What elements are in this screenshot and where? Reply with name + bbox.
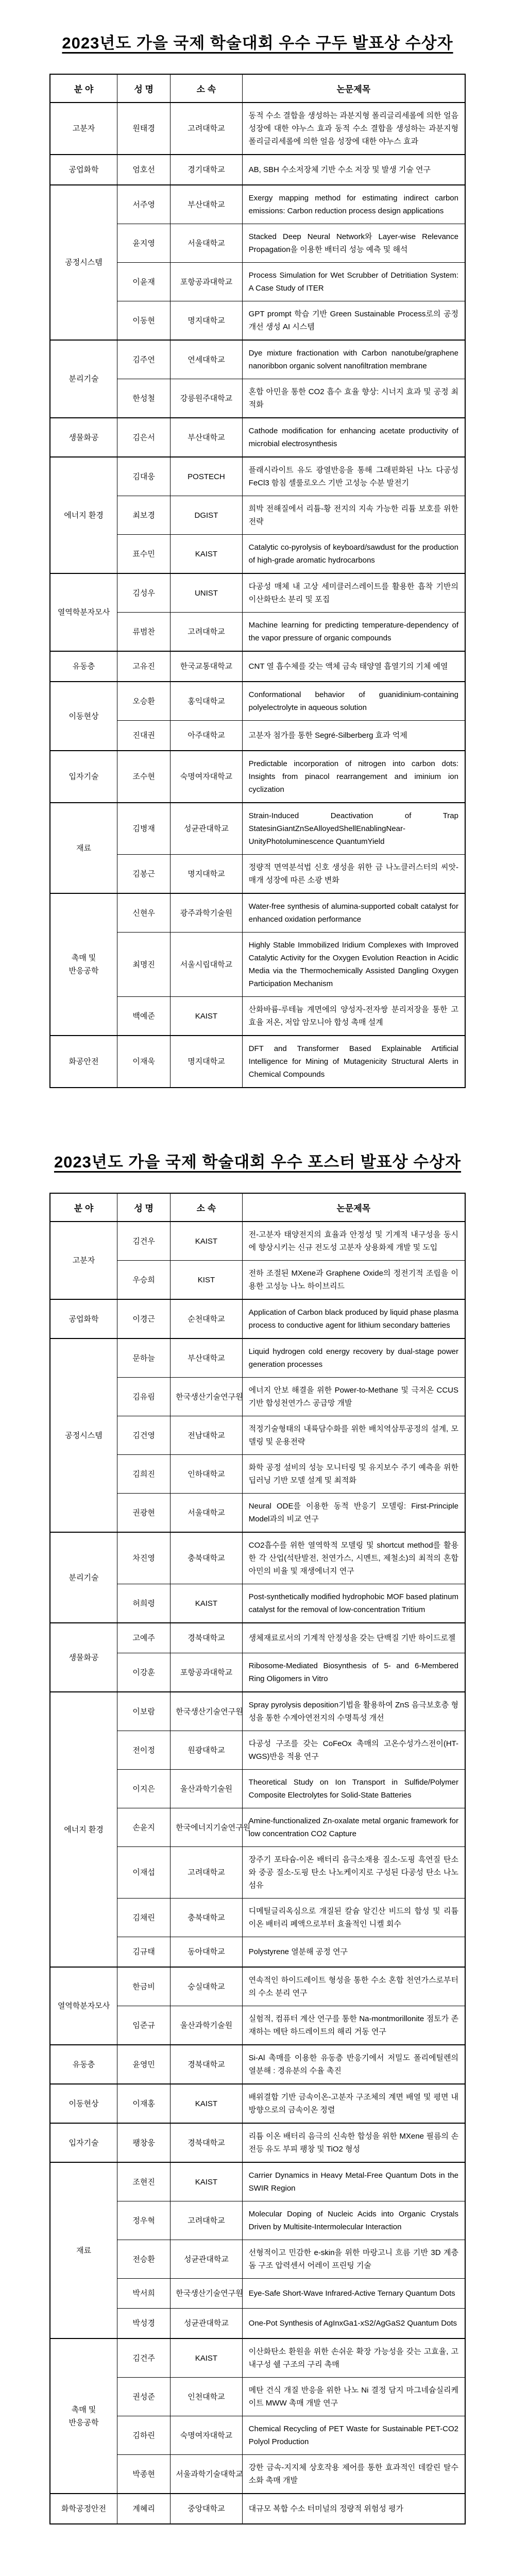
- name-cell: 엄호선: [117, 155, 171, 185]
- paper-title-cell: Catalytic co-pyrolysis of keyboard/sawdust for the production of high-grade aromatic hydrocarbons: [242, 535, 465, 574]
- field-cell: 촉매 및 반응공학: [50, 893, 117, 1036]
- name-cell: 김채린: [117, 1899, 171, 1937]
- paper-title-cell: Post-synthetically modified hydrophobic MOF based platinum catalyst for the removal of low-concentration Tritium: [242, 1584, 465, 1623]
- affiliation-cell: 성균관대학교: [171, 803, 242, 855]
- paper-title-cell: 플래시라이트 유도 광열반응을 통해 그래핀화된 나노 다공성 FeCl3 함침 셀룰로오스 기반 고성능 수분 발전기: [242, 457, 465, 496]
- affiliation-cell: 경북대학교: [171, 2123, 242, 2162]
- column-header: 성 명: [117, 1193, 171, 1222]
- name-cell: 김유림: [117, 1378, 171, 1416]
- name-cell: 한성철: [117, 379, 171, 418]
- affiliation-cell: 충북대학교: [171, 1899, 242, 1937]
- field-cell: 에너지 환경: [50, 1692, 117, 1967]
- affiliation-cell: 고려대학교: [171, 2201, 242, 2240]
- affiliation-cell: KAIST: [171, 1222, 242, 1261]
- affiliation-cell: 포항공과대학교: [171, 1653, 242, 1692]
- name-cell: 박서희: [117, 2279, 171, 2309]
- affiliation-cell: 부산대학교: [171, 1338, 242, 1378]
- name-cell: 권광현: [117, 1494, 171, 1533]
- column-header: 소 속: [171, 74, 242, 103]
- field-cell: 고분자: [50, 103, 117, 155]
- affiliation-cell: DGIST: [171, 496, 242, 535]
- field-cell: 유동층: [50, 2045, 117, 2084]
- affiliation-cell: 전남대학교: [171, 1416, 242, 1455]
- paper-title-cell: 이산화탄소 환원을 위한 손쉬운 확장 가능성을 갖는 고효율, 고내구성 쉘 구조의 구리 촉매: [242, 2338, 465, 2378]
- table-row: [50, 2123, 465, 2162]
- field-cell: 이동현상: [50, 682, 117, 751]
- affiliation-cell: 명지대학교: [171, 301, 242, 341]
- paper-title-cell: Stacked Deep Neural Network와 Layer-wise Relevance Propagation을 이용한 배터리 성능 예측 및 해석: [242, 224, 465, 263]
- paper-title-cell: 생체재료로서의 기계적 안정성을 갖는 단백질 기반 하이드로젤: [242, 1623, 465, 1653]
- name-cell: 류범찬: [117, 613, 171, 652]
- affiliation-cell: 울산과학기술원: [171, 1770, 242, 1808]
- affiliation-cell: KAIST: [171, 2338, 242, 2378]
- affiliation-cell: 경기대학교: [171, 155, 242, 185]
- affiliation-cell: 숭실대학교: [171, 1967, 242, 2006]
- paper-title-cell: 정량적 면역분석법 신호 생성을 위한 금 나노클러스터의 씨앗-매개 성장에 따른 소광 변화: [242, 855, 465, 894]
- paper-title-cell: 리튬 이온 배터리 음극의 신속한 합성을 위한 MXene 필름의 손전등 유도 부피 팽창 및 TiO2 형성: [242, 2123, 465, 2162]
- name-cell: 윤지영: [117, 224, 171, 263]
- affiliation-cell: 고려대학교: [171, 1847, 242, 1899]
- paper-title-cell: Predictable incorporation of nitrogen into carbon dots: Insights from pinacol rearrangement and iminium ion cyclization: [242, 751, 465, 803]
- table-row: [50, 1222, 465, 1261]
- affiliation-cell: 동아대학교: [171, 1937, 242, 1968]
- column-header: 논문제목: [242, 1193, 465, 1222]
- name-cell: 윤영민: [117, 2045, 171, 2084]
- name-cell: 이윤재: [117, 263, 171, 301]
- affiliation-cell: 부산대학교: [171, 185, 242, 224]
- table-row: [50, 418, 465, 457]
- affiliation-cell: 경북대학교: [171, 1623, 242, 1653]
- name-cell: 최보경: [117, 496, 171, 535]
- field-cell: 고분자: [50, 1222, 117, 1299]
- paper-title-cell: Si-Al 촉매를 이용한 유동층 반응기에서 저밀도 폴리에틸렌의 열분해 : 경유분의 수율 촉진: [242, 2045, 465, 2084]
- table-row: [50, 340, 465, 379]
- header-row: [50, 74, 465, 103]
- name-cell: 조수현: [117, 751, 171, 803]
- affiliation-cell: POSTECH: [171, 457, 242, 496]
- name-cell: 이지은: [117, 1770, 171, 1808]
- affiliation-cell: KAIST: [171, 2162, 242, 2201]
- name-cell: 김건주: [117, 2338, 171, 2378]
- field-cell: 열역학분자모사: [50, 1967, 117, 2045]
- table-row: [50, 1692, 465, 1731]
- name-cell: 신현우: [117, 893, 171, 933]
- name-cell: 우승희: [117, 1261, 171, 1300]
- paper-title-cell: 희박 전해질에서 리튬-황 전지의 지속 가능한 리튬 보호를 위한 전략: [242, 496, 465, 535]
- name-cell: 이보람: [117, 1692, 171, 1731]
- column-header: 분 야: [50, 74, 117, 103]
- name-cell: 이강훈: [117, 1653, 171, 1692]
- table-row: [50, 682, 465, 721]
- affiliation-cell: 한국생산기술연구원: [171, 1692, 242, 1731]
- affiliation-cell: 아주대학교: [171, 721, 242, 751]
- table-row: [50, 893, 465, 933]
- paper-title-cell: Carrier Dynamics in Heavy Metal-Free Quantum Dots in the SWIR Region: [242, 2162, 465, 2201]
- table-row: [50, 1338, 465, 1378]
- field-cell: 분리기술: [50, 340, 117, 418]
- field-cell: 공정시스템: [50, 1338, 117, 1532]
- paper-title-cell: 다공성 매체 내 고상 세미클러스레이트를 활용한 흡착 기반의 이산화탄소 분리 및 포집: [242, 573, 465, 613]
- table-row: [50, 2494, 465, 2524]
- table-row: [50, 155, 465, 185]
- name-cell: 김건우: [117, 1222, 171, 1261]
- paper-title-cell: Highly Stable Immobilized Iridium Complexes with Improved Catalytic Activity for the Oxygen Evolution Reaction in Acidic Media via the Thermochemically Assisted Dangling Oxygen Participation Mechanism: [242, 933, 465, 997]
- affiliation-cell: 중앙대학교: [171, 2494, 242, 2524]
- table-row: [50, 803, 465, 855]
- name-cell: 허희령: [117, 1584, 171, 1623]
- paper-title-cell: AB, SBH 수소저장체 기반 수소 저장 및 발생 기술 연구: [242, 155, 465, 185]
- affiliation-cell: 서울대학교: [171, 1494, 242, 1533]
- field-cell: 재료: [50, 2162, 117, 2338]
- field-cell: 공업화학: [50, 155, 117, 185]
- table-row: [50, 1036, 465, 1088]
- column-header: 성 명: [117, 74, 171, 103]
- affiliation-cell: 성균관대학교: [171, 2309, 242, 2339]
- affiliation-cell: 울산과학기술원: [171, 2006, 242, 2045]
- affiliation-cell: 서울시립대학교: [171, 933, 242, 997]
- table-row: [50, 751, 465, 803]
- affiliation-cell: UNIST: [171, 573, 242, 613]
- field-cell: 화학공정안전: [50, 2494, 117, 2524]
- affiliation-cell: 숙명여자대학교: [171, 751, 242, 803]
- name-cell: 차진영: [117, 1532, 171, 1584]
- field-cell: 분리기술: [50, 1532, 117, 1623]
- name-cell: 정우혁: [117, 2201, 171, 2240]
- table-row: [50, 1532, 465, 1584]
- field-cell: 에너지 환경: [50, 457, 117, 573]
- name-cell: 백예준: [117, 997, 171, 1036]
- name-cell: 이경근: [117, 1299, 171, 1338]
- paper-title-cell: CO2흡수를 위한 열역학적 모델링 및 shortcut method를 활용한 각 산업(석탄발전, 천연가스, 시멘트, 제철소)의 최적의 혼합 아민의 비율 및 재생에너지 연구: [242, 1532, 465, 1584]
- name-cell: 이동현: [117, 301, 171, 341]
- name-cell: 표수민: [117, 535, 171, 574]
- paper-title-cell: 대규모 복합 수소 터미널의 정량적 위험성 평가: [242, 2494, 465, 2524]
- table-row: [50, 2338, 465, 2378]
- paper-title-cell: Liquid hydrogen cold energy recovery by dual-stage power generation processes: [242, 1338, 465, 1378]
- name-cell: 전승환: [117, 2240, 171, 2279]
- paper-title-cell: Eye-Safe Short-Wave Infrared-Active Ternary Quantum Dots: [242, 2279, 465, 2309]
- table-row: [50, 1967, 465, 2006]
- name-cell: 김주연: [117, 340, 171, 379]
- name-cell: 박성경: [117, 2309, 171, 2339]
- name-cell: 박종현: [117, 2455, 171, 2494]
- header-row: [50, 1193, 465, 1222]
- paper-title-cell: Chemical Recycling of PET Waste for Sustainable PET-CO2 Polyol Production: [242, 2416, 465, 2455]
- paper-title-cell: Neural ODE를 이용한 동적 반응기 모델링: First-Principle Model과의 비교 연구: [242, 1494, 465, 1533]
- affiliation-cell: 한국생산기술연구원: [171, 2279, 242, 2309]
- name-cell: 최명진: [117, 933, 171, 997]
- column-header: 소 속: [171, 1193, 242, 1222]
- affiliation-cell: 명지대학교: [171, 855, 242, 894]
- affiliation-cell: KAIST: [171, 1584, 242, 1623]
- affiliation-cell: 한국생산기술연구원: [171, 1378, 242, 1416]
- table-row: [50, 103, 465, 155]
- affiliation-cell: 경북대학교: [171, 2045, 242, 2084]
- name-cell: 이재섭: [117, 1847, 171, 1899]
- affiliation-cell: 성균관대학교: [171, 2240, 242, 2279]
- poster-award-table: [49, 1193, 466, 2524]
- name-cell: 한금비: [117, 1967, 171, 2006]
- table-row: [50, 573, 465, 613]
- table-row: [50, 651, 465, 682]
- name-cell: 김대웅: [117, 457, 171, 496]
- paper-title-cell: Amine-functionalized Zn-oxalate metal organic framework for low concentration CO2 Capture: [242, 1808, 465, 1847]
- paper-title-cell: 연속적인 하이드레이트 형성을 통한 수소 혼합 천연가스로부터의 수소 분리 연구: [242, 1967, 465, 2006]
- affiliation-cell: 부산대학교: [171, 418, 242, 457]
- name-cell: 김성우: [117, 573, 171, 613]
- table-row: [50, 1299, 465, 1338]
- paper-title-cell: DFT and Transformer Based Explainable Artificial Intelligence for Mining of Mutagenicity Structural Alerts in Chemical Compounds: [242, 1036, 465, 1088]
- affiliation-cell: KAIST: [171, 997, 242, 1036]
- name-cell: 문하늘: [117, 1338, 171, 1378]
- field-cell: 입자기술: [50, 2123, 117, 2162]
- paper-title-cell: Cathode modification for enhancing acetate productivity of microbial electrosynthesis: [242, 418, 465, 457]
- affiliation-cell: 홍익대학교: [171, 682, 242, 721]
- paper-title-cell: Dye mixture fractionation with Carbon nanotube/graphene nanoribbon organic solvent nanofiltration membrane: [242, 340, 465, 379]
- paper-title-cell: 메탄 건식 개질 반응을 위한 나노 Ni 결정 담지 마그네슘실리케이트 MWW 촉매 개발 연구: [242, 2378, 465, 2416]
- name-cell: 원태경: [117, 103, 171, 155]
- table-row: [50, 2045, 465, 2084]
- paper-title-cell: 에너지 안보 해결을 위한 Power-to-Methane 및 극저온 CCUS 기반 합성천연가스 공급망 개발: [242, 1378, 465, 1416]
- name-cell: 전이정: [117, 1731, 171, 1770]
- paper-title-cell: Molecular Doping of Nucleic Acids into Organic Crystals Driven by Multisite-Intermolecular Interaction: [242, 2201, 465, 2240]
- name-cell: 조현진: [117, 2162, 171, 2201]
- affiliation-cell: 한국에너지기술연구원: [171, 1808, 242, 1847]
- affiliation-cell: KAIST: [171, 2084, 242, 2123]
- affiliation-cell: 인천대학교: [171, 2378, 242, 2416]
- name-cell: 계혜리: [117, 2494, 171, 2524]
- table-row: [50, 2162, 465, 2201]
- paper-title-cell: 장주기 포타슘-이온 배터리 음극소재용 질소-도핑 흑연질 탄소와 중공 질소-도핑 탄소 나노케이지로 구성된 다공성 탄소 나노섬유: [242, 1847, 465, 1899]
- paper-title-cell: 선형적이고 민감한 e-skin을 위한 마랑고니 흐름 기반 3D 계층돔 구조 압력센서 어레이 프린팅 기술: [242, 2240, 465, 2279]
- name-cell: 김봉근: [117, 855, 171, 894]
- section-spacer: [49, 1088, 466, 1149]
- paper-title-cell: One-Pot Synthesis of AgInxGa1-xS2/AgGaS2 Quantum Dots: [242, 2309, 465, 2339]
- table-row: [50, 185, 465, 224]
- poster-award-section: [49, 1149, 466, 2524]
- paper-title-cell: Ribosome-Mediated Biosynthesis of 5- and 6-Membered Ring Oligomers in Vitro: [242, 1653, 465, 1692]
- affiliation-cell: 강릉원주대학교: [171, 379, 242, 418]
- field-cell: 공업화학: [50, 1299, 117, 1338]
- affiliation-cell: 포항공과대학교: [171, 263, 242, 301]
- field-cell: 유동층: [50, 651, 117, 682]
- paper-title-cell: Exergy mapping method for estimating indirect carbon emissions: Carbon reduction process design applications: [242, 185, 465, 224]
- name-cell: 임준규: [117, 2006, 171, 2045]
- paper-title-cell: Spray pyrolysis deposition기법을 활용하여 ZnS 음극보호층 형성을 통한 수계아연전지의 수명특성 개선: [242, 1692, 465, 1731]
- affiliation-cell: 서울과학기술대학교: [171, 2455, 242, 2494]
- affiliation-cell: 고려대학교: [171, 613, 242, 652]
- paper-title-cell: CNT 열 흡수체를 갖는 액체 금속 태양열 흡열기의 기체 예열: [242, 651, 465, 682]
- paper-title-cell: 디메틸글리옥심으로 개질된 칼슘 알긴산 비드의 합성 및 리튬 이온 배터리 폐액으로부터 효율적인 니켈 회수: [242, 1899, 465, 1937]
- oral-award-table: [49, 74, 466, 1088]
- name-cell: 이재홍: [117, 2084, 171, 2123]
- affiliation-cell: KIST: [171, 1261, 242, 1300]
- field-cell: 화공안전: [50, 1036, 117, 1088]
- paper-title-cell: Process Simulation for Wet Scrubber of Detritiation System: A Case Study of ITER: [242, 263, 465, 301]
- poster-award-title: 2023년도 가을 국제 학술대회 우수 포스터 발표상 수상자: [54, 1153, 462, 1171]
- affiliation-cell: 한국교통대학교: [171, 651, 242, 682]
- name-cell: 김병재: [117, 803, 171, 855]
- paper-title-cell: 고분자 첨가를 통한 Segré-Silberberg 효과 억제: [242, 721, 465, 751]
- table-row: [50, 1623, 465, 1653]
- oral-award-title: 2023년도 가을 국제 학술대회 우수 구두 발표상 수상자: [62, 34, 453, 52]
- affiliation-cell: 숙명여자대학교: [171, 2416, 242, 2455]
- paper-title-cell: Machine learning for predicting temperature-dependency of the vapor pressure of organic compounds: [242, 613, 465, 652]
- paper-title-cell: Theoretical Study on Ion Transport in Sulfide/Polymer Composite Electrolytes for Solid-State Batteries: [242, 1770, 465, 1808]
- field-cell: 공정시스템: [50, 185, 117, 340]
- paper-title-cell: 산화바륨-루테늄 계면에의 양성자-전자쌍 분리저장을 통한 고효율 저온, 저압 암모니아 합성 촉매 설계: [242, 997, 465, 1036]
- affiliation-cell: 원광대학교: [171, 1731, 242, 1770]
- affiliation-cell: 인하대학교: [171, 1455, 242, 1494]
- name-cell: 서주영: [117, 185, 171, 224]
- field-cell: 이동현상: [50, 2084, 117, 2123]
- field-cell: 생물화공: [50, 1623, 117, 1692]
- paper-title-cell: 적정기술형태의 내륙담수화를 위한 배치역삼투공정의 설계, 모델링 및 운용전략: [242, 1416, 465, 1455]
- affiliation-cell: 고려대학교: [171, 103, 242, 155]
- paper-title-cell: Conformational behavior of guanidinium-containing polyelectrolyte in aqueous solution: [242, 682, 465, 721]
- paper-title-cell: Polystyrene 열분해 공정 연구: [242, 1937, 465, 1968]
- name-cell: 이재욱: [117, 1036, 171, 1088]
- name-cell: 김은서: [117, 418, 171, 457]
- affiliation-cell: 충북대학교: [171, 1532, 242, 1584]
- name-cell: 오승환: [117, 682, 171, 721]
- paper-title-cell: 다공성 구조를 갖는 CoFeOx 촉매의 고온수성가스전이(HT-WGS)반응 적용 연구: [242, 1731, 465, 1770]
- name-cell: 김하린: [117, 2416, 171, 2455]
- field-cell: 입자기술: [50, 751, 117, 803]
- affiliation-cell: 명지대학교: [171, 1036, 242, 1088]
- affiliation-cell: 광주과학기술원: [171, 893, 242, 933]
- affiliation-cell: 연세대학교: [171, 340, 242, 379]
- name-cell: 진대권: [117, 721, 171, 751]
- affiliation-cell: KAIST: [171, 535, 242, 574]
- column-header: 논문제목: [242, 74, 465, 103]
- paper-title-cell: 전하 조절된 MXene과 Graphene Oxide의 정전기적 조립을 이용한 고성능 나노 하이브리드: [242, 1261, 465, 1300]
- paper-title-cell: 전-고분자 태양전지의 효율과 안정성 및 기계적 내구성을 동시에 향상시키는 신규 전도성 고분자 상용화제 개발 및 도입: [242, 1222, 465, 1261]
- paper-title-cell: 동적 수소 결합을 생성하는 과분지형 폴리글리세롤에 의한 얼음 성장에 대한 야누스 효과 동적 수소 결합을 생성하는 과분지형 폴리글리세롤에 의한 얼음 성장에 대한 야누스 효과: [242, 103, 465, 155]
- paper-title-cell: Strain-Induced Deactivation of Trap StatesinGiantZnSeAlloyedShellEnablingNear-UnityPhotoluminescence QuantumYield: [242, 803, 465, 855]
- oral-award-section: [49, 30, 466, 1088]
- field-cell: 생물화공: [50, 418, 117, 457]
- name-cell: 팽창웅: [117, 2123, 171, 2162]
- paper-title-cell: 화학 공정 설비의 성능 모니터링 및 유지보수 주기 예측을 위한 딥러닝 기반 모델 설계 및 최적화: [242, 1455, 465, 1494]
- name-cell: 손윤지: [117, 1808, 171, 1847]
- field-cell: 열역학분자모사: [50, 573, 117, 651]
- paper-title-cell: 혼합 아민을 통한 CO2 흡수 효율 향상: 시너지 효과 및 공정 최적화: [242, 379, 465, 418]
- paper-title-cell: 강한 금속-지지체 상호작용 제어를 통한 효과적인 데칼린 탈수소화 촉매 개발: [242, 2455, 465, 2494]
- affiliation-cell: 서울대학교: [171, 224, 242, 263]
- name-cell: 고예주: [117, 1623, 171, 1653]
- paper-title-cell: 배위결합 기반 금속이온-고분자 구조체의 계면 배열 및 평면 내 방향으로의 금속이온 정렬: [242, 2084, 465, 2123]
- name-cell: 김희진: [117, 1455, 171, 1494]
- field-cell: 재료: [50, 803, 117, 893]
- affiliation-cell: 순천대학교: [171, 1299, 242, 1338]
- column-header: 분 야: [50, 1193, 117, 1222]
- table-row: [50, 457, 465, 496]
- name-cell: 김건영: [117, 1416, 171, 1455]
- paper-title-cell: GPT prompt 학습 기반 Green Sustainable Process로의 공정 개선 생성 AI 시스템: [242, 301, 465, 341]
- field-cell: 촉매 및 반응공학: [50, 2338, 117, 2494]
- name-cell: 김규태: [117, 1937, 171, 1968]
- paper-title-cell: Application of Carbon black produced by liquid phase plasma process to conductive agent for lithium secondary batteries: [242, 1299, 465, 1338]
- table-row: [50, 2084, 465, 2123]
- paper-title-cell: Water-free synthesis of alumina-supported cobalt catalyst for enhanced oxidation performance: [242, 893, 465, 933]
- name-cell: 권성준: [117, 2378, 171, 2416]
- name-cell: 고유진: [117, 651, 171, 682]
- paper-title-cell: 실험적, 컴퓨터 계산 연구를 통한 Na-montmorillonite 점토가 존재하는 메탄 하드레이트의 해리 거동 연구: [242, 2006, 465, 2045]
